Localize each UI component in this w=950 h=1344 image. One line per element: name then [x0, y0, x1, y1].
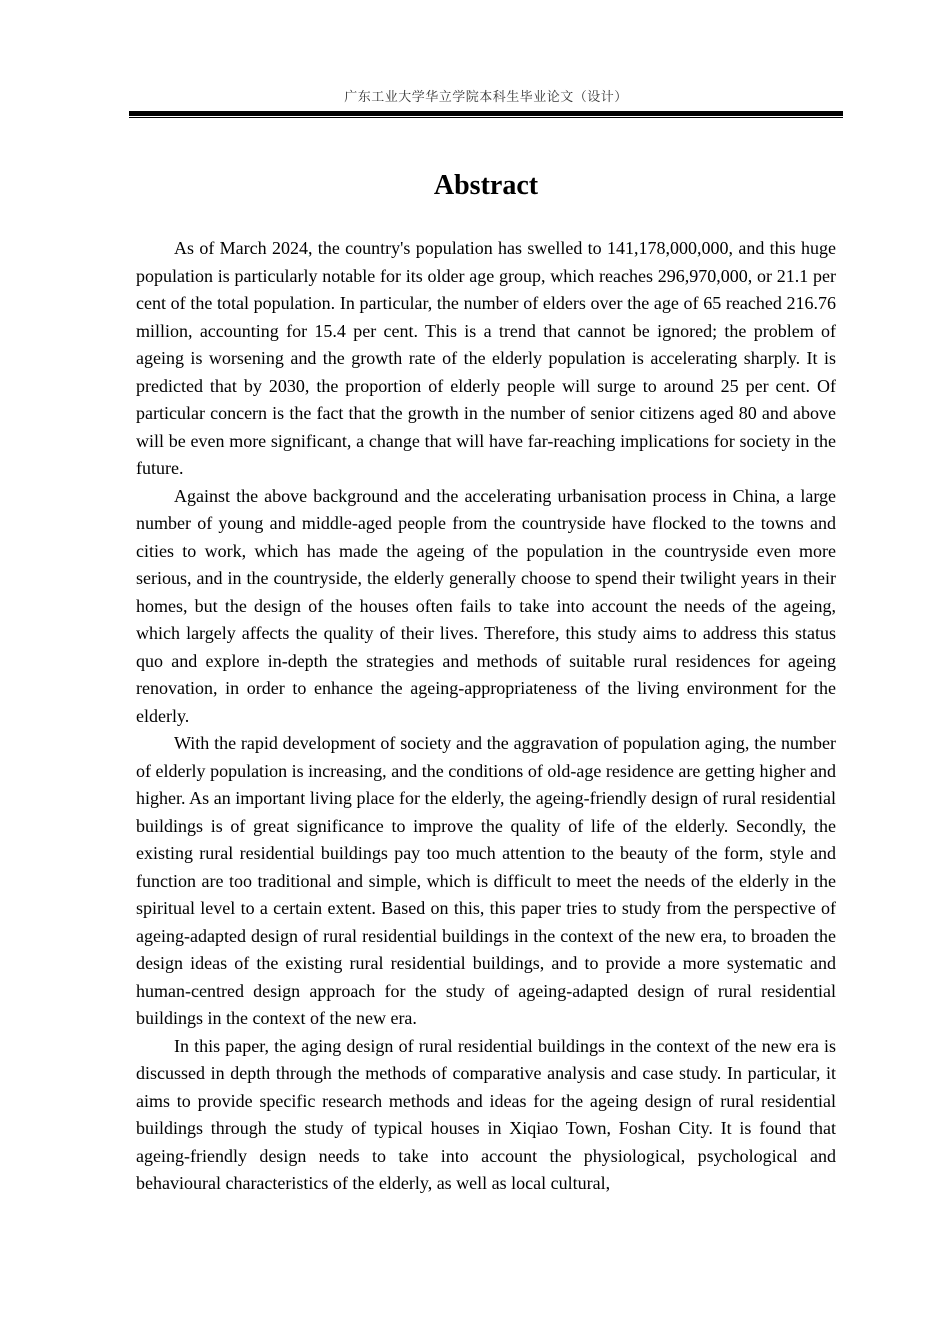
abstract-body	[136, 235, 836, 1198]
abstract-paragraph-4: In this paper, the aging design of rural residential buildings in the context of the new era is discussed in depth through the methods of comparative analysis and case study. In particular, it aims to provide specific research methods and ideas for the ageing design of rural residential buildings through the study of typical houses in Xiqiao Town, Foshan City. It is found that ageing-friendly design needs to take into account the physiological, psychological and behavioural characteristics of the elderly, as well as local cultural,	[136, 1035, 836, 1193]
abstract-paragraph-3: With the rapid development of society and the aggravation of population aging, the number of elderly population is increasing, and the conditions of old-age residence are getting higher and higher. As an important living place for the elderly, the ageing-friendly design of rural residential buildings is of great significance to improve the quality of life of the elderly. Secondly, the existing rural residential buildings pay too much attention to the beauty of the form, style and function are too traditional and simple, which is difficult to meet the needs of the elderly in the spiritual level to a certain extent. Based on this, this paper tries to study from the perspective of ageing-adapted design of rural residential buildings in the context of the new era, to broaden the design ideas of the existing rural residential buildings, and to provide a more systematic and human-centred design approach for the study of ageing-adapted design of rural residential buildings in the context of the new era.	[136, 733, 836, 1028]
running-header: 广东工业大学华立学院本科生毕业论文（设计）	[344, 90, 628, 105]
abstract-paragraph-2: Against the above background and the accelerating urbanisation process in China, a large number of young and middle-aged people from the countryside have flocked to the towns and cities to work, which has made the ageing of the population in the countryside even more serious, and in the countryside, the elderly generally choose to spend their twilight years in their homes, but the design of the houses often fails to take into account the needs of the ageing, which largely affects the quality of their lives. Therefore, this study aims to address this status quo and explore in-depth the strategies and methods of suitable rural residences for ageing renovation, in order to enhance the ageing-appropriateness of the living environment for the elderly.	[136, 485, 836, 726]
header-rule-thick	[129, 111, 843, 116]
page-title: Abstract	[433, 170, 539, 201]
abstract-paragraph-1: As of March 2024, the country's population has swelled to 141,178,000,000, and this huge population is particularly notable for its older age group, which reaches 296,970,000, or 21.1 per cent of the total population. In particular, the number of elders over the age of 65 reached 216.76 million, accounting for 15.4 per cent. This is a trend that cannot be ignored; the problem of ageing is worsening and the growth rate of the elderly population is accelerating sharply. It is predicted that by 2030, the proportion of elderly people will surge to around 25 per cent. Of particular concern is the fact that the growth in the number of senior citizens aged 80 and above will be even more significant, a change that will have far-reaching implications for society in the future.	[136, 238, 836, 478]
header-rule-thin	[129, 117, 843, 118]
